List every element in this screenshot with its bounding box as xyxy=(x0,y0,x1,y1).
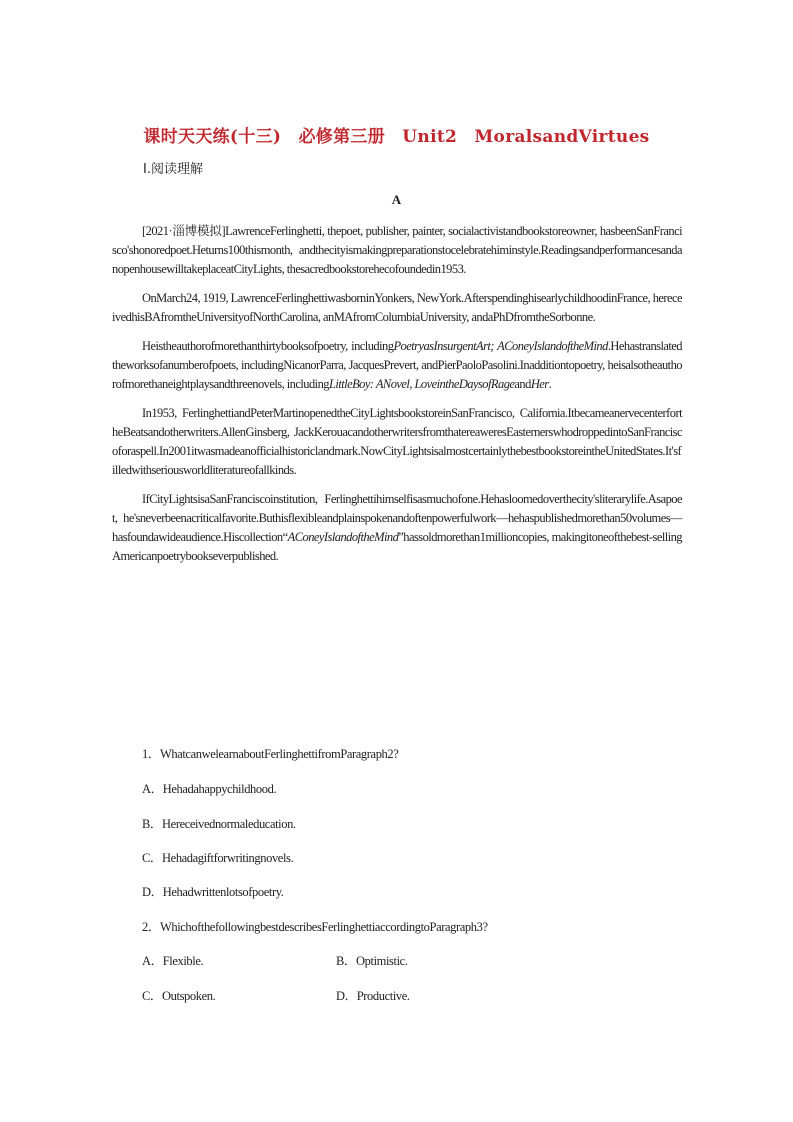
paragraph-5-text: IfCityLightsisaSanFranciscoinstitution, Ferlinghettihimselfisasmuchofone.Hehasloomedoverthecity'sliterarylife.Asapoet, he'sneverbeenacriticalfavorite.Buthisflexibleandplainspokenandoftenpowerfulwork—hehaspublishedmorethan50volumes—hasfoundawideaudience.Hiscollection“ xyxy=(112,492,682,544)
question-2-option-d: D．Productive. xyxy=(336,989,410,1003)
question-1-option-b: B．Hereceivednormaleducation. xyxy=(142,817,296,831)
paragraph-2: OnMarch24, 1919, LawrenceFerlinghettiwasborninYonkers, NewYork.AfterspendinghisearlychildhoodinFrance, hereceivedhisBAfromtheUniversityofNorthCarolina, anMAfromColumbiaUniversity, andaPhDfromtheSorbonne. xyxy=(112,291,682,324)
book-titles-novels: LittleBoy: ANovel, LoveintheDaysofRage xyxy=(329,377,515,391)
question-2-stem: 2．WhichofthefollowingbestdescribesFerlinghettiaccordingtoParagraph3? xyxy=(142,920,488,934)
paragraph-3-text: Heistheauthorofmorethanthirtybooksofpoetry, including xyxy=(142,339,394,353)
question-1-option-d: D．Hehadwrittenlotsofpoetry. xyxy=(142,885,284,899)
book-title-coney-island: AConeyIslandoftheMind xyxy=(287,530,399,544)
passage-label: A xyxy=(391,192,402,207)
page-title: 课时天天练(十三) 必修第三册 Unit2 MoralsandVirtues xyxy=(143,127,650,147)
paragraph-3-text: . xyxy=(548,377,552,391)
paragraph-5 xyxy=(112,490,682,566)
question-2-option-a: A．Flexible. xyxy=(142,954,204,968)
paragraph-1: [2021·淄博模拟]LawrenceFerlinghetti, thepoet, publisher, painter, socialactivistandbookstoreowner, hasbeenSanFrancisco'shonoredpoet.Heturns100thismonth, andthecityismakingpreparationstocelebratehiminstyle.ReadingsandperformancesandanopenhousewilltakeplaceatCityLights, thesacredbookstorehecofoundedin1953. xyxy=(112,224,682,276)
question-2-option-c: C．Outspoken. xyxy=(142,989,216,1003)
question-1-option-a: A．Hehadahappychildhood. xyxy=(142,782,277,796)
reading-passage xyxy=(112,222,682,576)
paragraph-3-text: and xyxy=(514,377,531,391)
question-1-option-c: C．Hehadagiftforwritingnovels. xyxy=(142,851,294,865)
paragraph-3 xyxy=(112,337,682,394)
question-2-option-b: B．Optimistic. xyxy=(336,954,408,968)
paragraph-4: In1953, FerlinghettiandPeterMartinopenedtheCityLightsbookstoreinSanFrancisco, California.ItbecameanervecenterfortheBeatsandotherwriters.AllenGinsberg, JackKerouacandotherwritersfromthatereaweresEasternerswhodroppedintoSanFranciscoforaspell.In2001itwasmadeanofficialhistoriclandmark.NowCityLightsisalmostcertainlythebestbookstoreintheUnitedStates.It'sfilledwithseriousworldliteratureofallkinds. xyxy=(112,406,682,477)
paragraph-5-text: ”hassoldmorethan1millioncopies, makingitoneofthebest-sellingAmericanpoetrybookseverpublished. xyxy=(112,530,682,563)
paragraph-3-text: .Hehastranslatedtheworksofanumberofpoets, includingNicanorParra, JacquesPrevert, andPierPaoloPasolini.Inadditiontopoetry, heisalsotheauthorofmorethaneightplaysandthreenovels, including xyxy=(112,339,682,391)
section-heading: Ⅰ.阅读理解 xyxy=(143,162,203,177)
book-titles-poetry: PoetryasInsurgentArt; AConeyIslandoftheMind xyxy=(393,339,608,353)
question-1-stem: 1．WhatcanwelearnaboutFerlinghettifromParagraph2? xyxy=(142,747,399,761)
book-title-her: Her xyxy=(530,377,549,391)
